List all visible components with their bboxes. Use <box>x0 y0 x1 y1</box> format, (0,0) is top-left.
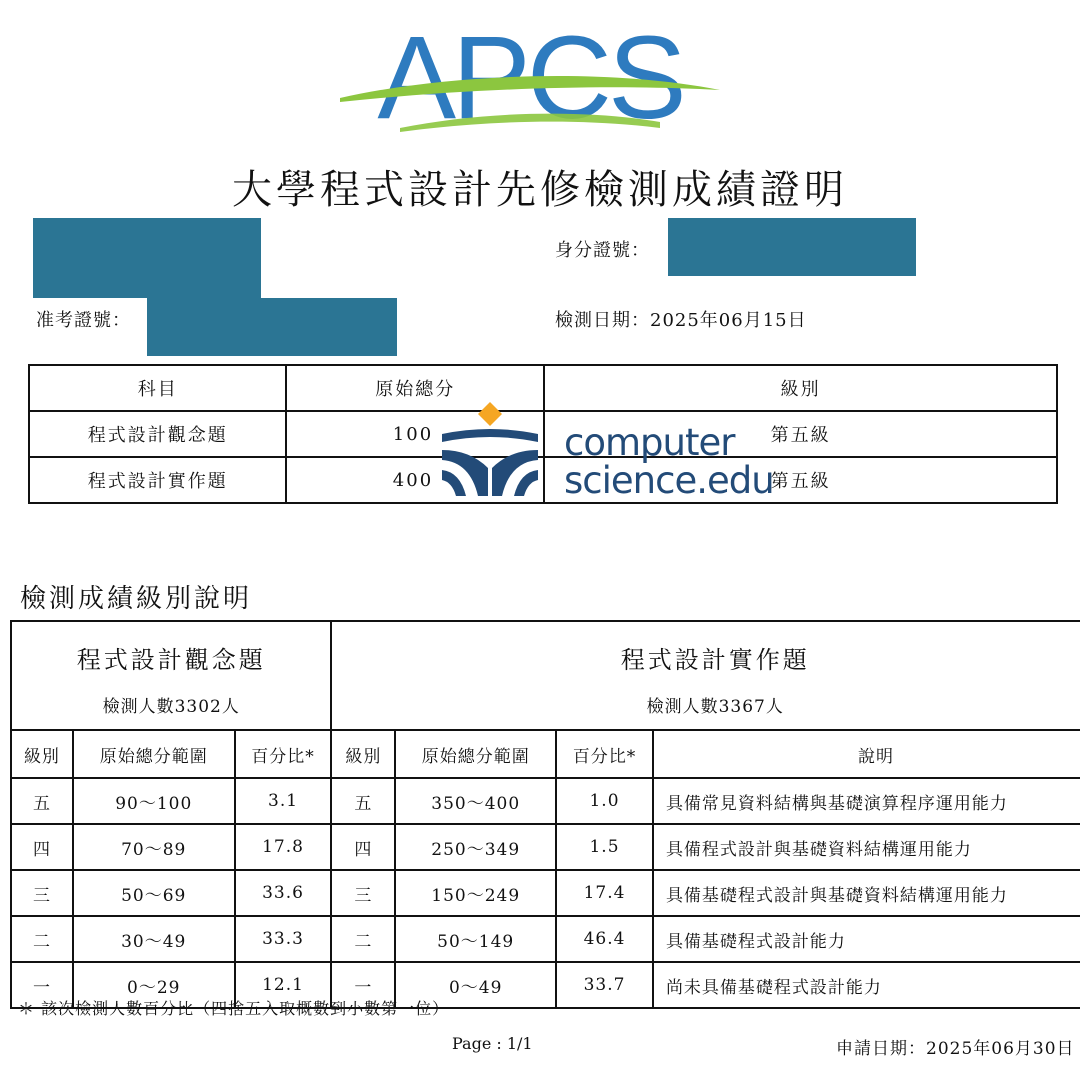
level-table <box>10 620 1080 1009</box>
concept-level-cell: 五 <box>11 778 73 824</box>
col-concept-percent: 百分比* <box>235 730 332 778</box>
col-practice-percent: 百分比* <box>556 730 653 778</box>
practice-level-cell: 四 <box>331 824 395 870</box>
practice-level-cell: 二 <box>331 916 395 962</box>
description-cell: 尚未具備基礎程式設計能力 <box>653 962 1080 1008</box>
watermark-arches-icon <box>440 402 550 502</box>
practice-range-cell: 350～400 <box>395 778 556 824</box>
concept-range-cell: 70～89 <box>73 824 235 870</box>
description-cell: 具備基礎程式設計能力 <box>653 916 1080 962</box>
header-subject: 科目 <box>29 365 286 411</box>
practice-percent-cell: 17.4 <box>556 870 653 916</box>
score-cell: 400 <box>286 457 544 503</box>
description-cell: 具備基礎程式設計與基礎資料結構運用能力 <box>653 870 1080 916</box>
concept-percent-cell: 17.8 <box>235 824 332 870</box>
concept-percent-cell: 33.3 <box>235 916 332 962</box>
test-date: 檢測日期：2025年06月15日 <box>555 310 807 331</box>
table-row <box>11 778 1080 824</box>
practice-range-cell: 150～249 <box>395 870 556 916</box>
apcs-logo <box>330 18 730 138</box>
description-cell: 具備程式設計與基礎資料結構運用能力 <box>653 824 1080 870</box>
level-cell: 第五級 <box>544 411 1057 457</box>
col-practice-range: 原始總分範圍 <box>395 730 556 778</box>
col-practice-level: 級別 <box>331 730 395 778</box>
redacted-name-block <box>33 218 261 298</box>
header-raw-score: 原始總分 <box>286 365 544 411</box>
concept-range-cell: 50～69 <box>73 870 235 916</box>
practice-range-cell: 0～49 <box>395 962 556 1008</box>
computerscience-watermark <box>440 402 780 502</box>
practice-range-cell: 50～149 <box>395 916 556 962</box>
redacted-id-number <box>668 218 916 276</box>
concept-count: 檢測人數3302人 <box>11 679 331 730</box>
exam-number-label: 准考證號： <box>36 310 131 331</box>
practice-level-cell: 三 <box>331 870 395 916</box>
description-cell: 具備常見資料結構與基礎演算程序運用能力 <box>653 778 1080 824</box>
group-title-row <box>11 621 1080 679</box>
watermark-diamond-icon <box>478 402 502 426</box>
concept-level-cell: 三 <box>11 870 73 916</box>
practice-percent-cell: 1.5 <box>556 824 653 870</box>
practice-percent-cell: 1.0 <box>556 778 653 824</box>
header-level: 級別 <box>544 365 1057 411</box>
level-description-title: 檢測成績級別說明 <box>20 584 253 614</box>
col-description: 說明 <box>653 730 1080 778</box>
column-header-row <box>11 730 1080 778</box>
col-concept-range: 原始總分範圍 <box>73 730 235 778</box>
practice-percent-cell: 33.7 <box>556 962 653 1008</box>
practice-range-cell: 250～349 <box>395 824 556 870</box>
concept-percent-cell: 3.1 <box>235 778 332 824</box>
concept-level-cell: 四 <box>11 824 73 870</box>
subject-cell: 程式設計實作題 <box>29 457 286 503</box>
redacted-exam-number <box>147 298 397 356</box>
practice-group-title: 程式設計實作題 <box>331 621 1080 679</box>
practice-percent-cell: 46.4 <box>556 916 653 962</box>
watermark-line2: science.edu <box>564 459 774 502</box>
table-row <box>11 824 1080 870</box>
concept-percent-cell: 12.1 <box>235 962 332 1008</box>
page-number: Page : 1/1 <box>452 1034 533 1053</box>
practice-level-cell: 一 <box>331 962 395 1008</box>
col-concept-level: 級別 <box>11 730 73 778</box>
level-cell: 第五級 <box>544 457 1057 503</box>
table-row <box>11 870 1080 916</box>
practice-level-cell: 五 <box>331 778 395 824</box>
concept-range-cell: 90～100 <box>73 778 235 824</box>
concept-group-title: 程式設計觀念題 <box>11 621 331 679</box>
document-title: 大學程式設計先修檢測成績證明 <box>232 167 848 213</box>
watermark-line1: computer <box>564 421 735 464</box>
group-count-row <box>11 679 1080 730</box>
concept-range-cell: 30～49 <box>73 916 235 962</box>
apply-date: 申請日期：2025年06月30日 <box>836 1039 1075 1059</box>
subject-cell: 程式設計觀念題 <box>29 411 286 457</box>
concept-level-cell: 二 <box>11 916 73 962</box>
concept-percent-cell: 33.6 <box>235 870 332 916</box>
concept-level-cell: 一 <box>11 962 73 1008</box>
score-cell: 100 <box>286 411 544 457</box>
svg-text:APCS: APCS <box>377 18 683 138</box>
table-row <box>11 916 1080 962</box>
practice-count: 檢測人數3367人 <box>331 679 1080 730</box>
id-number-label: 身分證號： <box>555 240 650 261</box>
concept-range-cell: 0～29 <box>73 962 235 1008</box>
footnote: ＊ 該次檢測人數百分比（四捨五入取概數到小數第一位） <box>18 999 450 1018</box>
